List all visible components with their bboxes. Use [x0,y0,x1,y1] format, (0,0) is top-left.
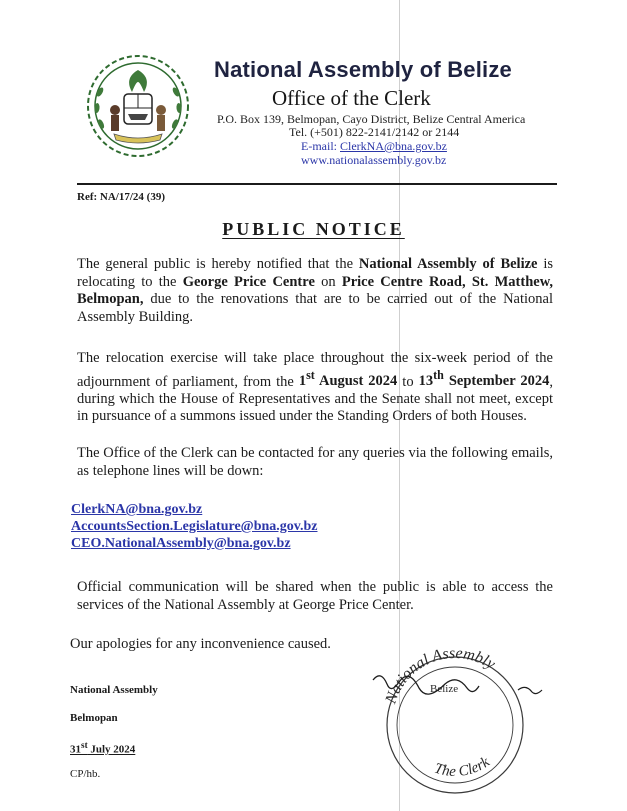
email-link-accounts[interactable]: AccountsSection.Legislature@bna.gov.bz [71,519,318,534]
signoff-initials: CP/hb. [70,768,101,780]
svg-text:The Clerk: The Clerk [432,754,493,781]
postal-address: P.O. Box 139, Belmopan, Cayo District, Belize Central America [217,112,526,126]
website-link[interactable]: www.nationalassembly.gov.bz [301,153,447,167]
header-divider [77,183,557,185]
paragraph-schedule: The relocation exercise will take place throughout the six-week period of the adjournment of parliament, from the 1st August 2024 to 13th September 2024, during which the House of Representatives and the Senate shall not meet, except in pursuance of a summons issued under the Standing Orders of both Houses. [77,350,554,425]
svg-text:National Assembly: National Assembly [382,644,499,706]
paragraph-relocation: The general public is hereby notified that the National Assembly of Belize is relocating to the George Price Centre on Price Centre Road, St. Matthew, Belmopan, due to the renovations that are to be carried out of the National Assembly Building. [77,256,553,325]
organization-name: National Assembly of Belize [214,57,512,82]
header-email-link[interactable]: ClerkNA@bna.gov.bz [340,139,447,153]
coat-of-arms-icon [84,52,192,160]
office-name: Office of the Clerk [272,86,431,110]
reference-number: Ref: NA/17/24 (39) [77,191,165,203]
email-link-clerk[interactable]: ClerkNA@bna.gov.bz [71,502,203,517]
signoff-location: Belmopan [70,712,118,724]
paragraph-communication: Official communication will be shared when the public is able to access the services of the National Assembly at George Price Center. [77,579,553,613]
paragraph-apology: Our apologies for any inconvenience caused. [70,636,331,652]
svg-text:Belize: Belize [430,683,459,695]
email-link-ceo[interactable]: CEO.NationalAssembly@bna.gov.bz [71,536,291,551]
header-email-line [301,139,447,154]
email-list [71,501,318,552]
paragraph-contact: The Office of the Clerk can be contacted for any queries via the following emails, as telephone lines will be down: [77,445,553,479]
notice-title: PUBLIC NOTICE [222,219,405,239]
official-stamp-icon [368,640,548,800]
email-label: E-mail: [301,139,340,153]
signoff-date: 31st July 2024 [70,740,136,756]
phone-numbers: Tel. (+501) 822-2141/2142 or 2144 [289,125,460,139]
signoff-organization: National Assembly [70,684,158,696]
